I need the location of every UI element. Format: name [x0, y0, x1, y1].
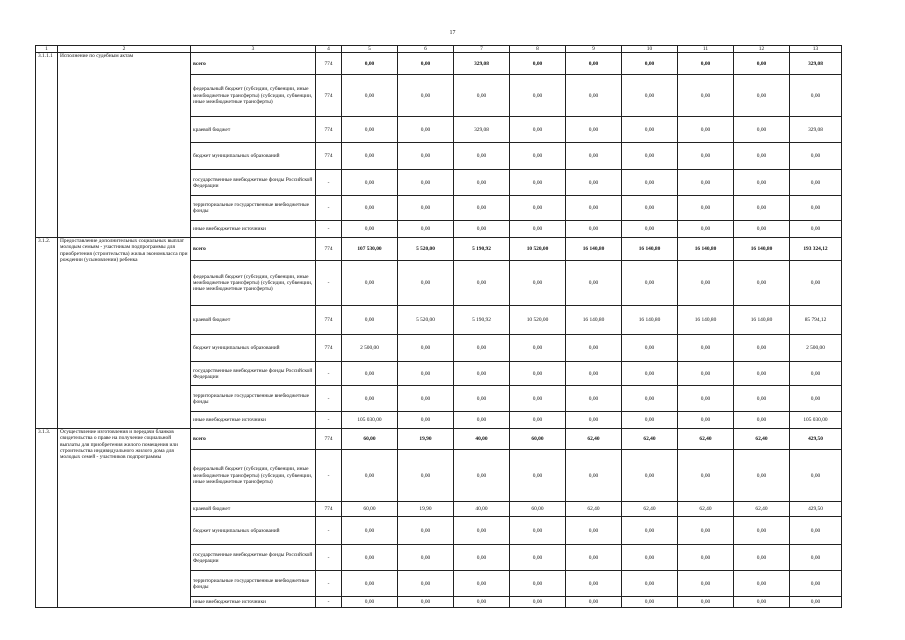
amount-value: 0,00: [342, 117, 398, 143]
total-value: 0,00: [790, 517, 842, 545]
column-number-row: [36, 46, 842, 53]
column-number: 6: [398, 46, 454, 53]
budget-code: -: [316, 517, 342, 545]
budget-code: -: [316, 362, 342, 386]
amount-value: 0,00: [510, 386, 566, 412]
amount-value: 0,00: [398, 362, 454, 386]
total-value: 0,00: [790, 386, 842, 412]
amount-value: 0,00: [622, 221, 678, 238]
amount-value: 0,00: [398, 517, 454, 545]
amount-value: 0,00: [454, 450, 510, 502]
amount-value: 0,00: [678, 196, 734, 221]
column-number: 2: [58, 46, 191, 53]
total-value: 105 030,00: [790, 412, 842, 429]
amount-value: 5 190,92: [454, 238, 510, 261]
amount-value: 60,00: [510, 429, 566, 450]
amount-value: 0,00: [566, 571, 622, 597]
amount-value: 62,40: [622, 502, 678, 517]
amount-value: 62,40: [734, 502, 790, 517]
budget-code: 774: [316, 238, 342, 261]
amount-value: 2 500,00: [342, 335, 398, 362]
amount-value: 0,00: [454, 221, 510, 238]
total-value: 2 500,00: [790, 335, 842, 362]
amount-value: 0,00: [398, 117, 454, 143]
amount-value: 0,00: [510, 261, 566, 306]
section-code: 3.1.1.1: [36, 53, 58, 238]
table-body: [36, 53, 842, 608]
amount-value: 0,00: [622, 571, 678, 597]
budget-code: -: [316, 597, 342, 608]
total-value: 329,08: [790, 117, 842, 143]
amount-value: 0,00: [510, 117, 566, 143]
funding-source: государственные внебюджетные фонды Российской Федерации: [191, 170, 316, 196]
budget-code: 774: [316, 75, 342, 117]
amount-value: 0,00: [734, 450, 790, 502]
amount-value: 0,00: [734, 170, 790, 196]
amount-value: 0,00: [342, 53, 398, 75]
amount-value: 0,00: [622, 196, 678, 221]
amount-value: 0,00: [678, 335, 734, 362]
amount-value: 0,00: [622, 170, 678, 196]
amount-value: 16 140,80: [622, 238, 678, 261]
funding-source: территориальные государственные внебюджетные фонды: [191, 571, 316, 597]
amount-value: 0,00: [342, 75, 398, 117]
amount-value: 0,00: [454, 597, 510, 608]
total-value: 429,50: [790, 429, 842, 450]
total-value: 0,00: [790, 75, 842, 117]
column-number: 12: [734, 46, 790, 53]
budget-table: [35, 45, 842, 608]
amount-value: 0,00: [398, 450, 454, 502]
amount-value: 0,00: [566, 170, 622, 196]
amount-value: 0,00: [734, 196, 790, 221]
amount-value: 0,00: [510, 412, 566, 429]
amount-value: 0,00: [622, 597, 678, 608]
amount-value: 0,00: [678, 117, 734, 143]
amount-value: 0,00: [342, 196, 398, 221]
amount-value: 19,90: [398, 502, 454, 517]
amount-value: 60,00: [342, 502, 398, 517]
amount-value: 0,00: [342, 261, 398, 306]
column-number: 3: [191, 46, 316, 53]
total-value: 429,50: [790, 502, 842, 517]
amount-value: 0,00: [622, 53, 678, 75]
budget-code: 774: [316, 429, 342, 450]
amount-value: 0,00: [566, 75, 622, 117]
total-value: 0,00: [790, 170, 842, 196]
total-value: 0,00: [790, 261, 842, 306]
amount-value: 0,00: [510, 143, 566, 170]
amount-value: 0,00: [510, 75, 566, 117]
column-number: 7: [454, 46, 510, 53]
budget-code: -: [316, 571, 342, 597]
table-row: [36, 53, 842, 75]
amount-value: 329,08: [454, 53, 510, 75]
amount-value: 0,00: [734, 362, 790, 386]
amount-value: 0,00: [510, 221, 566, 238]
column-number: 10: [622, 46, 678, 53]
amount-value: 0,00: [342, 306, 398, 335]
amount-value: 0,00: [566, 196, 622, 221]
amount-value: 0,00: [454, 571, 510, 597]
amount-value: 0,00: [566, 412, 622, 429]
amount-value: 0,00: [454, 517, 510, 545]
funding-source: федеральный бюджет (субсидии, субвенции, иные межбюджетные трансферты) (субсидии, субвенции, иные межбюджетные трансферты): [191, 450, 316, 502]
amount-value: 0,00: [342, 386, 398, 412]
amount-value: 0,00: [510, 362, 566, 386]
amount-value: 0,00: [622, 335, 678, 362]
amount-value: 16 140,80: [678, 306, 734, 335]
amount-value: 0,00: [398, 261, 454, 306]
column-number: 5: [342, 46, 398, 53]
amount-value: 0,00: [734, 261, 790, 306]
budget-code: 774: [316, 306, 342, 335]
amount-value: 5 520,00: [398, 238, 454, 261]
amount-value: 0,00: [734, 143, 790, 170]
amount-value: 0,00: [566, 335, 622, 362]
amount-value: 0,00: [398, 196, 454, 221]
column-number: 1: [36, 46, 58, 53]
amount-value: 0,00: [566, 117, 622, 143]
amount-value: 0,00: [566, 517, 622, 545]
amount-value: 60,00: [342, 429, 398, 450]
amount-value: 0,00: [734, 571, 790, 597]
amount-value: 0,00: [622, 517, 678, 545]
amount-value: 16 140,80: [566, 306, 622, 335]
amount-value: 0,00: [566, 221, 622, 238]
amount-value: 0,00: [678, 143, 734, 170]
amount-value: 0,00: [678, 75, 734, 117]
amount-value: 0,00: [622, 117, 678, 143]
amount-value: 0,00: [622, 386, 678, 412]
amount-value: 0,00: [342, 450, 398, 502]
amount-value: 0,00: [454, 386, 510, 412]
amount-value: 0,00: [678, 386, 734, 412]
table-row: [36, 429, 842, 450]
amount-value: 0,00: [342, 571, 398, 597]
amount-value: 62,40: [566, 502, 622, 517]
amount-value: 0,00: [734, 221, 790, 238]
amount-value: 0,00: [398, 335, 454, 362]
amount-value: 0,00: [454, 362, 510, 386]
amount-value: 5 520,00: [398, 306, 454, 335]
funding-source: краевой бюджет: [191, 117, 316, 143]
amount-value: 0,00: [342, 221, 398, 238]
funding-source: бюджет муниципальных образований: [191, 335, 316, 362]
amount-value: 0,00: [510, 571, 566, 597]
funding-source: федеральный бюджет (субсидии, субвенции, иные межбюджетные трансферты) (субсидии, субвенции, иные межбюджетные трансферты): [191, 261, 316, 306]
amount-value: 0,00: [510, 196, 566, 221]
funding-source: государственные внебюджетные фонды Российской Федерации: [191, 362, 316, 386]
amount-value: 0,00: [342, 143, 398, 170]
column-number: 4: [316, 46, 342, 53]
budget-code: 774: [316, 143, 342, 170]
amount-value: 0,00: [398, 143, 454, 170]
amount-value: 0,00: [398, 170, 454, 196]
amount-value: 0,00: [342, 362, 398, 386]
amount-value: 10 520,00: [510, 306, 566, 335]
amount-value: 0,00: [510, 335, 566, 362]
total-value: 0,00: [790, 196, 842, 221]
amount-value: 0,00: [622, 261, 678, 306]
amount-value: 0,00: [566, 597, 622, 608]
funding-source: краевой бюджет: [191, 502, 316, 517]
amount-value: 60,00: [510, 502, 566, 517]
funding-source: территориальные государственные внебюджетные фонды: [191, 196, 316, 221]
amount-value: 0,00: [454, 412, 510, 429]
funding-source: краевой бюджет: [191, 306, 316, 335]
budget-code: -: [316, 170, 342, 196]
funding-source: всего: [191, 238, 316, 261]
amount-value: 62,40: [678, 502, 734, 517]
funding-source: всего: [191, 429, 316, 450]
total-value: 193 324,12: [790, 238, 842, 261]
budget-code: -: [316, 386, 342, 412]
amount-value: 0,00: [678, 170, 734, 196]
amount-value: 62,40: [566, 429, 622, 450]
amount-value: 0,00: [566, 545, 622, 571]
total-value: 329,08: [790, 53, 842, 75]
amount-value: 0,00: [342, 517, 398, 545]
amount-value: 0,00: [622, 450, 678, 502]
amount-value: 5 190,92: [454, 306, 510, 335]
amount-value: 0,00: [678, 450, 734, 502]
amount-value: 0,00: [510, 545, 566, 571]
amount-value: 0,00: [566, 143, 622, 170]
budget-code: -: [316, 450, 342, 502]
total-value: 85 794,12: [790, 306, 842, 335]
funding-source: федеральный бюджет (субсидии, субвенции, иные межбюджетные трансферты) (субсидии, субвенции, иные межбюджетные трансферты): [191, 75, 316, 117]
budget-code: 774: [316, 335, 342, 362]
amount-value: 0,00: [566, 362, 622, 386]
amount-value: 0,00: [678, 362, 734, 386]
amount-value: 40,00: [454, 502, 510, 517]
amount-value: 0,00: [454, 335, 510, 362]
total-value: 0,00: [790, 450, 842, 502]
amount-value: 0,00: [734, 335, 790, 362]
amount-value: 40,00: [454, 429, 510, 450]
funding-source: бюджет муниципальных образований: [191, 143, 316, 170]
total-value: 0,00: [790, 221, 842, 238]
amount-value: 0,00: [678, 571, 734, 597]
amount-value: 0,00: [454, 261, 510, 306]
total-value: 0,00: [790, 571, 842, 597]
amount-value: 0,00: [734, 117, 790, 143]
budget-code: -: [316, 221, 342, 238]
section-code: 3.1.3.: [36, 429, 58, 608]
amount-value: 0,00: [734, 517, 790, 545]
amount-value: 0,00: [398, 545, 454, 571]
amount-value: 0,00: [398, 386, 454, 412]
amount-value: 0,00: [342, 170, 398, 196]
amount-value: 16 140,80: [678, 238, 734, 261]
total-value: 0,00: [790, 597, 842, 608]
amount-value: 16 140,80: [622, 306, 678, 335]
amount-value: 0,00: [734, 386, 790, 412]
budget-code: -: [316, 261, 342, 306]
funding-source: иные внебюджетные источники: [191, 221, 316, 238]
amount-value: 0,00: [454, 143, 510, 170]
amount-value: 62,40: [734, 429, 790, 450]
amount-value: 62,40: [678, 429, 734, 450]
amount-value: 0,00: [734, 597, 790, 608]
section-name: Осуществление изготовления и передачи бланков свидетельства о праве на получение социальной выплаты для приобретения жилого помещения или строительства индивидуального жилого дома для молодых семей - участников подпрограммы: [58, 429, 191, 608]
amount-value: 0,00: [510, 450, 566, 502]
amount-value: 0,00: [454, 545, 510, 571]
total-value: 0,00: [790, 143, 842, 170]
amount-value: 16 140,80: [734, 238, 790, 261]
amount-value: 0,00: [678, 221, 734, 238]
page-number: 17: [449, 30, 456, 36]
amount-value: 0,00: [398, 53, 454, 75]
amount-value: 0,00: [678, 517, 734, 545]
amount-value: 0,00: [566, 386, 622, 412]
budget-code: 774: [316, 502, 342, 517]
amount-value: 16 140,80: [734, 306, 790, 335]
section-code: 3.1.2.: [36, 238, 58, 429]
column-number: 11: [678, 46, 734, 53]
amount-value: 0,00: [342, 597, 398, 608]
amount-value: 0,00: [510, 53, 566, 75]
amount-value: 0,00: [454, 75, 510, 117]
amount-value: 329,08: [454, 117, 510, 143]
funding-source: территориальные государственные внебюджетные фонды: [191, 386, 316, 412]
amount-value: 19,90: [398, 429, 454, 450]
amount-value: 0,00: [454, 196, 510, 221]
amount-value: 0,00: [398, 221, 454, 238]
amount-value: 62,40: [622, 429, 678, 450]
amount-value: 0,00: [622, 545, 678, 571]
amount-value: 0,00: [398, 412, 454, 429]
budget-code: -: [316, 412, 342, 429]
amount-value: 10 520,00: [510, 238, 566, 261]
amount-value: 0,00: [734, 75, 790, 117]
column-number: 9: [566, 46, 622, 53]
section-name: Предоставление дополнительных социальных выплат молодым семьям - участникам подпрограммы для приобретения (строительства) жилья экономкласса при рождении (усыновлении) ребенка: [58, 238, 191, 429]
amount-value: 0,00: [566, 261, 622, 306]
amount-value: 0,00: [454, 170, 510, 196]
funding-source: иные внебюджетные источники: [191, 412, 316, 429]
amount-value: 0,00: [622, 143, 678, 170]
amount-value: 0,00: [734, 53, 790, 75]
amount-value: 107 530,00: [342, 238, 398, 261]
table-row: [36, 238, 842, 261]
amount-value: 16 140,80: [566, 238, 622, 261]
amount-value: 0,00: [398, 571, 454, 597]
amount-value: 0,00: [566, 53, 622, 75]
funding-source: всего: [191, 53, 316, 75]
budget-code: -: [316, 196, 342, 221]
amount-value: 0,00: [510, 517, 566, 545]
amount-value: 0,00: [398, 597, 454, 608]
amount-value: 0,00: [622, 362, 678, 386]
budget-code: -: [316, 545, 342, 571]
funding-source: иные внебюджетные источники: [191, 597, 316, 608]
amount-value: 0,00: [734, 545, 790, 571]
amount-value: 0,00: [678, 261, 734, 306]
amount-value: 0,00: [734, 412, 790, 429]
section-name: Исполнение по судебным актам: [58, 53, 191, 238]
column-number: 13: [790, 46, 842, 53]
total-value: 0,00: [790, 545, 842, 571]
amount-value: 0,00: [510, 170, 566, 196]
amount-value: 0,00: [566, 450, 622, 502]
amount-value: 0,00: [678, 412, 734, 429]
total-value: 0,00: [790, 362, 842, 386]
amount-value: 0,00: [510, 597, 566, 608]
amount-value: 0,00: [678, 597, 734, 608]
amount-value: 0,00: [678, 545, 734, 571]
budget-code: 774: [316, 117, 342, 143]
funding-source: бюджет муниципальных образований: [191, 517, 316, 545]
amount-value: 0,00: [622, 412, 678, 429]
amount-value: 0,00: [622, 75, 678, 117]
amount-value: 0,00: [342, 545, 398, 571]
amount-value: 0,00: [678, 53, 734, 75]
amount-value: 0,00: [398, 75, 454, 117]
funding-source: государственные внебюджетные фонды Российской Федерации: [191, 545, 316, 571]
amount-value: 105 030,00: [342, 412, 398, 429]
budget-code: 774: [316, 53, 342, 75]
column-number: 8: [510, 46, 566, 53]
